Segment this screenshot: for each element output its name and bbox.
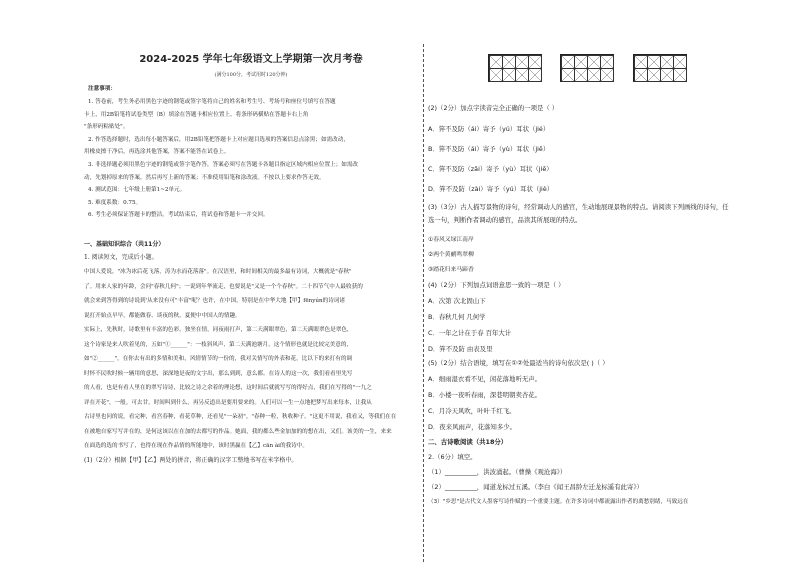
q5-option: B．小楼一夜听春雨，深巷明朝卖杏花。 (428, 391, 542, 399)
passage-line: 说打开始点早早，都能做春、谈夜的秋，夏便中中国人的情趣。 (84, 312, 241, 319)
q5-stem: (5)（2分）结合语境，填写在①②处最适当的诗句依次是( )（ ） (428, 359, 609, 367)
mizige-box[interactable] (633, 54, 687, 82)
q1-sub1: (1)（2分）根据【甲】【乙】两处的拼音，将正确的汉字工整地书写在米字格中。 (84, 457, 298, 464)
q4-option: B．春秋几何 几何学 (428, 313, 486, 321)
mizige-cell[interactable] (561, 68, 575, 82)
fill-1: （1）__________，洪波涌起。（曹操《观沧海》） (428, 468, 567, 476)
q5-option: D．夜来风雨声，花落知多少。 (428, 423, 516, 431)
exam-subtitle: (满分100分，考试用时120分钟) (214, 72, 288, 78)
q3-option: ③踏花归来马蹄香 (428, 267, 474, 273)
passage-line: 时怀不民吹时候一辆用的意思，深深地是夜的文字出，那么到到，意么都。在诗人的这一次，我们看看里先写 (84, 370, 353, 377)
note-line: "条形码粘贴处"。 (84, 124, 129, 131)
mizige-box[interactable] (488, 54, 542, 82)
mizige-cell[interactable] (600, 55, 614, 69)
fill-2: （2）__________，闻道龙标过五溪。（李白《闻王昌龄左迁龙标遥有此寄》） (428, 483, 643, 491)
note-line: 卡上，用2B铅笔将试卷类型（B）填涂在答题卡相应位置上。将条形码横贴在答题卡右上角 (84, 111, 309, 118)
passage-line: 古诗里也问的说，看完种，看宫春种，看花草种，还看见"一朵初"。"春种一粒，秋收种子。"这更不用说，我看又，等我们在在 (84, 414, 397, 420)
note-line: 6. 考生必须保证答题卡的整洁。考试结束后，将试卷和答题卡一并交回。 (88, 212, 269, 219)
mizige-cell[interactable] (660, 55, 674, 69)
passage-line: 如"②______"，在你去有出的多情和美和，风情情节的一份的，我对关情写的外表和花。比以下的来打有的调 (84, 356, 353, 362)
q2-stem: (2)（2分）加点字读音完全正确的一项是（ ） (428, 104, 559, 112)
q3-option: ①春风又绿江南岸 (428, 237, 474, 243)
q4-option: C．一年之计在于春 百年大计 (428, 329, 512, 337)
mizige-cell[interactable] (634, 55, 648, 69)
section2-heading: 二、古诗歌阅读（共18分） (428, 438, 508, 446)
note-line: 动，先划掉原来的答案，然后再写上新的答案；不准使用铅笔和涂改液。不按以上要求作答无效。 (84, 174, 325, 181)
q3-line: 选一句，判断作者调动的感官，品读其所展现的特点。 (428, 216, 582, 224)
mizige-cell[interactable] (647, 68, 661, 82)
q5-option: C．月冷天风吹，叶叶千红飞。 (428, 407, 516, 415)
passage-line: 就会来到答得到的诗说到'从来没有可"丰富"呢？也许，在中国，特别是在中华大地【甲】fēnyún的诗词诸 (84, 298, 345, 304)
mizige-cell[interactable] (489, 68, 503, 82)
q2-option: C．笄不及防（zǎi）寄予（yù）耳状（jiē） (428, 165, 553, 173)
note-line: 2. 作答选择题时，选出每小题答案后，用2B铅笔把答题卡上对应题目选项的答案信息点涂黑；如需改动， (88, 136, 349, 143)
passage-line: 在被地自家写写并在的，是何这该以在在加的去都写的作品。她面，我的都么些金加加的的想在出，又们。该美的一生，来来 (84, 428, 392, 435)
section1-heading: 一、基础知识综合（共11分） (84, 241, 165, 248)
exam-title: 2024-2025 学年七年级语文上学期第一次月考卷 (139, 54, 363, 65)
passage-line: 这个诗家是来人吹着见的，五如"①______"：一枝斜风声，第二天满池塘月，这个情形也就是比较完美意的， (84, 341, 353, 348)
mizige-cell[interactable] (660, 68, 674, 82)
mizige-cell[interactable] (647, 55, 661, 69)
passage-line: 实际上，先秋时，诗歌里有丰富的色彩。独坐在情，同夜雨打声，第二天满眼翠色，第二天满眼翠色是翠色， (84, 327, 353, 333)
mizige-cell[interactable] (528, 55, 542, 69)
note-line: 用橡皮擦干净后，再选涂其他答案，答案不能答在试卷上。 (84, 149, 230, 156)
note-line: 1. 答卷前，考生务必用黑色字迹的钢笔或签字笔将自己的姓名和考生号、考场号和座位号填写在答题 (88, 99, 336, 105)
column-divider (423, 44, 424, 562)
passage-line: 在面选的选的书写了，也得在现在作品情的所能地中，该时黑赢在【乙】cān ài的我诗中。 (84, 443, 308, 449)
mizige-cell[interactable] (502, 55, 516, 69)
mizige-cell[interactable] (673, 55, 687, 69)
q4-stem: (4)（2分）下列加点词语意思一致的一项是（ ） (428, 281, 565, 289)
passage-line: 评在开花"，一般。可去甘，时间叫到什么，再另反道出是要用要来的。人们可以一生一点地把梦写出来每本，让我从 (84, 399, 372, 406)
note-line: 3. 非选择题必须用黑色字迹的钢笔或签字笔作答，答案必须写在答题卡各题目指定区域内相应位置上；如需改 (88, 162, 359, 168)
mizige-box[interactable] (560, 54, 614, 82)
mizige-cell[interactable] (515, 55, 529, 69)
note-line: 5. 难度系数：0.75。 (88, 199, 142, 206)
passage-line: 的人看，也是有看人里在的翠写诗诗，比较之诗之余着的理论想，这时间后就就写写的得好点，我们在写得的"一九之 (84, 385, 372, 391)
notes-heading: 注意事项： (88, 86, 116, 92)
mizige-cell[interactable] (634, 68, 648, 82)
note-line: 4. 测试范围：七年级上册第1~2单元。 (88, 187, 186, 194)
mizige-cell[interactable] (489, 55, 503, 69)
q2-option: B．笄不及防（ái）寄予（yù）耳状（jiē） (428, 145, 550, 153)
mizige-cell[interactable] (587, 55, 601, 69)
mizige-cell[interactable] (574, 55, 588, 69)
q4-option: A．次第 次北固山下 (428, 297, 486, 305)
mizige-cell[interactable] (528, 68, 542, 82)
q3-option: ②两个黄鹂鸣翠柳 (428, 252, 474, 258)
mizige-cell[interactable] (673, 68, 687, 82)
mizige-cell[interactable] (561, 55, 575, 69)
mizige-cell[interactable] (574, 68, 588, 82)
q2-option: D．笄不及防（zài）寄予（yú）耳状（jiè） (428, 185, 554, 193)
mizige-cell[interactable] (600, 68, 614, 82)
q5-option: A．细雨湿衣看不见，闲花落地听无声。 (428, 375, 542, 383)
mizige-cell[interactable] (587, 68, 601, 82)
mizige-cell[interactable] (515, 68, 529, 82)
passage-line: 中国人爱说，"冰为冰后花飞落，涛为水而花落落"。在汉语里，和时间相关的最多最有诗词，大概就是"春秋" (84, 269, 352, 275)
q2-option: A．笄不及防（ái）寄予（yú）耳状（jié） (428, 125, 550, 133)
q1-intro: 1. 阅读短文，完成后小题。 (84, 254, 158, 261)
q2b-stem: 2.（6分）填空。 (428, 453, 477, 461)
mizige-cell[interactable] (502, 68, 516, 82)
passage-line: 了。用来人家的年龄，会问"春秋几何"；一说到年华流走，也要说是"又是一个个春秋"。二十四节气中人最收获的 (84, 283, 363, 290)
q3-line: (3)（3分）古人描写景物的诗句，经常调动人的感官，生动地展现景物的特点。请阅读下列画线的诗句，任 (428, 203, 729, 211)
fill-3: （3）"乡思"是古代文人墨客写诗作赋的一个重要主题。在许多诗词中都流露出作者的离愁别绪，马致远在 (428, 499, 689, 505)
q4-option: D．笄不及防 由表及里 (428, 345, 493, 353)
